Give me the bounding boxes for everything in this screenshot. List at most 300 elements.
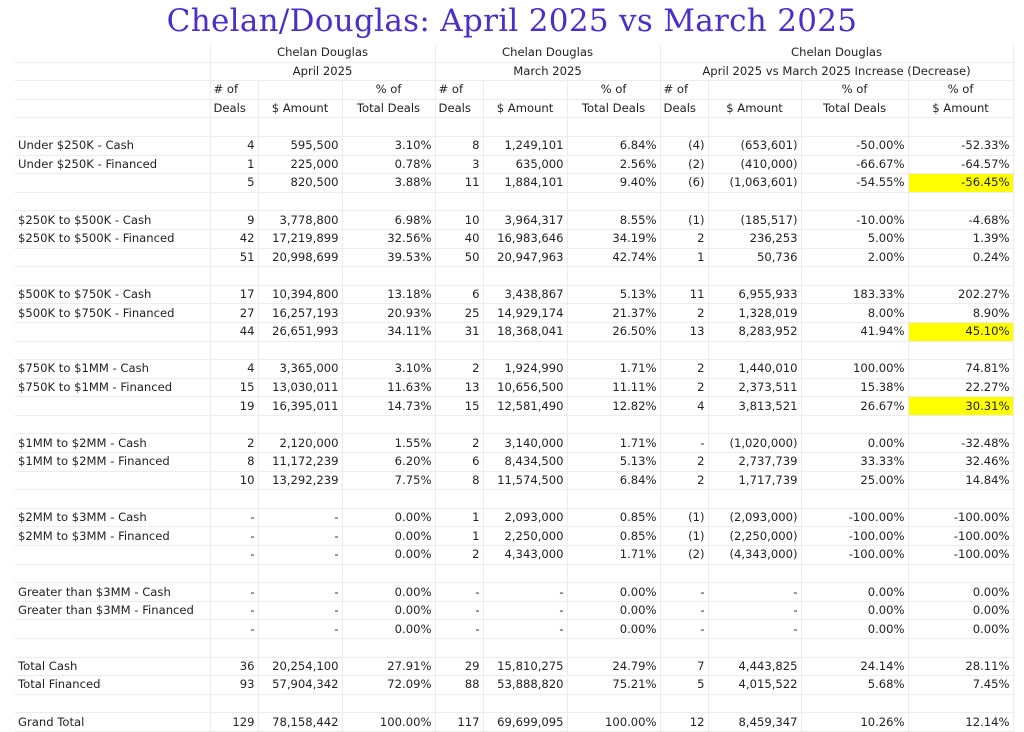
table-cell (210, 415, 258, 434)
table-cell: 1,440,010 (708, 360, 801, 379)
table-cell (567, 694, 660, 713)
table-row (15, 378, 1013, 397)
table-body (15, 118, 1013, 732)
table-cell (342, 639, 435, 658)
row-label: Under $250K - Financed (15, 155, 210, 174)
group-header-row-1 (15, 44, 1013, 62)
table-cell: 39.53% (342, 248, 435, 267)
table-cell: 12 (660, 713, 708, 732)
group-subheader-change: April 2025 vs March 2025 Increase (Decrease) (660, 62, 1013, 81)
table-cell (258, 694, 342, 713)
table-cell: (2,250,000) (708, 527, 801, 546)
table-cell: - (210, 508, 258, 527)
table-cell: 1.55% (342, 434, 435, 453)
col-header: % of (342, 81, 435, 100)
table-row (15, 136, 1013, 155)
row-label: Greater than $3MM - Financed (15, 601, 210, 620)
table-cell: 3,778,800 (258, 211, 342, 230)
table-row (15, 304, 1013, 323)
table-cell: 0.00% (342, 546, 435, 565)
table-cell (908, 192, 1013, 211)
table-cell (210, 694, 258, 713)
table-cell: 20,254,100 (258, 657, 342, 676)
table-cell: -100.00% (908, 527, 1013, 546)
table-cell: 33.33% (801, 453, 908, 472)
table-cell: 0.85% (567, 527, 660, 546)
table-cell (258, 564, 342, 583)
table-cell (660, 415, 708, 434)
table-cell (708, 639, 801, 658)
table-cell: - (210, 601, 258, 620)
table-cell: 41.94% (801, 322, 908, 341)
table-cell: 13,030,011 (258, 378, 342, 397)
table-cell: - (435, 583, 483, 602)
table-cell: 6.84% (567, 471, 660, 490)
table-cell: (2,093,000) (708, 508, 801, 527)
table-cell: 236,253 (708, 229, 801, 248)
table-cell: 14.84% (908, 471, 1013, 490)
table-cell (567, 490, 660, 509)
table-cell: 1 (210, 155, 258, 174)
table-cell: -100.00% (801, 527, 908, 546)
table-cell: 2 (660, 378, 708, 397)
table-row (15, 285, 1013, 304)
table-cell: 45.10% (908, 322, 1013, 341)
table-cell: 11 (660, 285, 708, 304)
row-label (15, 341, 210, 360)
table-cell: 100.00% (567, 713, 660, 732)
table-cell: 1,884,101 (483, 174, 567, 193)
spacer-row (15, 564, 1013, 583)
table-cell: 40 (435, 229, 483, 248)
table-cell: (6) (660, 174, 708, 193)
table-cell (435, 490, 483, 509)
table-cell: (4,343,000) (708, 546, 801, 565)
table-cell: - (210, 546, 258, 565)
table-cell: 5.68% (801, 676, 908, 695)
table-cell (660, 490, 708, 509)
table-cell: 8 (435, 136, 483, 155)
table-cell: -54.55% (801, 174, 908, 193)
table-cell (483, 490, 567, 509)
table-cell: 2 (435, 546, 483, 565)
row-label (15, 490, 210, 509)
table-cell: - (258, 546, 342, 565)
table-cell: 8.55% (567, 211, 660, 230)
table-cell: 2,737,739 (708, 453, 801, 472)
table-cell: - (258, 527, 342, 546)
table-cell (708, 490, 801, 509)
col-header: Deals (660, 99, 708, 118)
table-cell (210, 490, 258, 509)
table-cell (435, 118, 483, 137)
table-cell: - (258, 508, 342, 527)
table-cell: 0.00% (801, 620, 908, 639)
table-row (15, 155, 1013, 174)
table-cell: 42 (210, 229, 258, 248)
col-header: $ Amount (908, 99, 1013, 118)
table-cell: 5 (660, 676, 708, 695)
table-cell: 3.88% (342, 174, 435, 193)
table-cell: 6.20% (342, 453, 435, 472)
table-cell: 10 (435, 211, 483, 230)
table-cell: - (258, 601, 342, 620)
table-cell: 20.93% (342, 304, 435, 323)
table-cell: 3,964,317 (483, 211, 567, 230)
col-header: Total Deals (801, 99, 908, 118)
table-cell: 11.63% (342, 378, 435, 397)
table-cell: 29 (435, 657, 483, 676)
table-cell (342, 564, 435, 583)
table-cell: 26,651,993 (258, 322, 342, 341)
table-cell: 2.00% (801, 248, 908, 267)
col-header: Total Deals (342, 99, 435, 118)
table-cell: 15 (210, 378, 258, 397)
table-cell: 4,343,000 (483, 546, 567, 565)
table-cell: 117 (435, 713, 483, 732)
table-row (15, 527, 1013, 546)
table-cell (435, 341, 483, 360)
table-cell: 16,983,646 (483, 229, 567, 248)
table-cell: -56.45% (908, 174, 1013, 193)
table-cell: 8 (210, 453, 258, 472)
subtotal-row (15, 248, 1013, 267)
table-cell: (653,601) (708, 136, 801, 155)
table-cell: 0.24% (908, 248, 1013, 267)
table-cell: 0.00% (342, 601, 435, 620)
table-cell: 1 (435, 508, 483, 527)
table-cell (708, 415, 801, 434)
table-cell: 88 (435, 676, 483, 695)
table-cell: 2 (660, 229, 708, 248)
table-cell: 0.00% (801, 434, 908, 453)
table-cell (908, 564, 1013, 583)
table-cell: 27 (210, 304, 258, 323)
row-label (15, 174, 210, 193)
table-cell: 4,443,825 (708, 657, 801, 676)
table-cell: 17 (210, 285, 258, 304)
table-cell: 0.00% (567, 583, 660, 602)
table-cell: 0.00% (908, 601, 1013, 620)
table-cell: 51 (210, 248, 258, 267)
table-cell (567, 564, 660, 583)
table-cell: 69,699,095 (483, 713, 567, 732)
table-cell: 16,257,193 (258, 304, 342, 323)
table-cell: 1,717,739 (708, 471, 801, 490)
table-cell: 22.27% (908, 378, 1013, 397)
table-cell (567, 341, 660, 360)
table-cell (210, 341, 258, 360)
table-cell: 0.00% (908, 620, 1013, 639)
row-label: $750K to $1MM - Financed (15, 378, 210, 397)
table-cell: 13 (435, 378, 483, 397)
table-cell: - (435, 601, 483, 620)
table-cell (483, 415, 567, 434)
table-cell (258, 490, 342, 509)
table-cell: 225,000 (258, 155, 342, 174)
col-header: # of (210, 81, 258, 100)
table-cell: 2,250,000 (483, 527, 567, 546)
table-cell: 2 (660, 471, 708, 490)
table-cell (660, 564, 708, 583)
table-cell (567, 192, 660, 211)
table-cell: 8.00% (801, 304, 908, 323)
table-cell: (2) (660, 155, 708, 174)
table-cell (708, 341, 801, 360)
table-cell (258, 639, 342, 658)
subtotal-row (15, 322, 1013, 341)
table-cell: 183.33% (801, 285, 908, 304)
table-cell: 26.50% (567, 322, 660, 341)
table-cell: 44 (210, 322, 258, 341)
subtotal-row (15, 620, 1013, 639)
row-label (15, 546, 210, 565)
table-cell (435, 267, 483, 286)
table-cell (342, 341, 435, 360)
table-cell: 5.13% (567, 285, 660, 304)
table-cell: 6.98% (342, 211, 435, 230)
subtotal-row (15, 397, 1013, 416)
table-cell: 6 (435, 285, 483, 304)
table-cell: 5.00% (801, 229, 908, 248)
table-cell: -10.00% (801, 211, 908, 230)
spacer-row (15, 490, 1013, 509)
col-header (708, 81, 801, 100)
table-cell: 6 (435, 453, 483, 472)
table-cell: -52.33% (908, 136, 1013, 155)
table-cell: 6.84% (567, 136, 660, 155)
table-cell: - (258, 583, 342, 602)
table-cell: 14.73% (342, 397, 435, 416)
table-cell: 6,955,933 (708, 285, 801, 304)
table-cell: 4 (210, 360, 258, 379)
table-cell: 11,574,500 (483, 471, 567, 490)
table-cell: - (258, 620, 342, 639)
table-cell: 57,904,342 (258, 676, 342, 695)
table-cell (210, 267, 258, 286)
table-cell: 24.14% (801, 657, 908, 676)
table-cell: - (483, 601, 567, 620)
table-cell: (1) (660, 527, 708, 546)
table-cell: 2 (435, 434, 483, 453)
table-cell: 635,000 (483, 155, 567, 174)
table-cell (258, 118, 342, 137)
table-cell (258, 415, 342, 434)
table-cell (801, 564, 908, 583)
table-cell (483, 192, 567, 211)
table-cell (801, 415, 908, 434)
table-cell: 3,140,000 (483, 434, 567, 453)
table-cell (708, 267, 801, 286)
table-cell: 32.46% (908, 453, 1013, 472)
table-cell: 9.40% (567, 174, 660, 193)
table-cell: (1,063,601) (708, 174, 801, 193)
table-cell (567, 118, 660, 137)
table-cell (660, 341, 708, 360)
table-cell: - (210, 527, 258, 546)
table-cell: 26.67% (801, 397, 908, 416)
table-cell: 4 (210, 136, 258, 155)
table-cell: (410,000) (708, 155, 801, 174)
table-cell (660, 118, 708, 137)
table-cell: (1,020,000) (708, 434, 801, 453)
row-label: $2MM to $3MM - Financed (15, 527, 210, 546)
table-cell: 50 (435, 248, 483, 267)
group-header-row-2 (15, 62, 1013, 81)
table-cell: 0.00% (567, 620, 660, 639)
table-cell: 4 (660, 397, 708, 416)
group-subheader-april: April 2025 (210, 62, 435, 81)
table-cell (258, 267, 342, 286)
table-cell: 595,500 (258, 136, 342, 155)
table-cell: 25 (435, 304, 483, 323)
spacer-row (15, 341, 1013, 360)
table-cell: 4,015,522 (708, 676, 801, 695)
row-label (15, 620, 210, 639)
table-cell: - (483, 620, 567, 639)
table-cell: 25.00% (801, 471, 908, 490)
table-cell: -4.68% (908, 211, 1013, 230)
table-cell (801, 639, 908, 658)
table-cell: 12.14% (908, 713, 1013, 732)
table-cell: (1) (660, 508, 708, 527)
table-cell (483, 267, 567, 286)
table-cell: 202.27% (908, 285, 1013, 304)
table-cell: 0.78% (342, 155, 435, 174)
table-cell: 3 (435, 155, 483, 174)
table-cell (801, 118, 908, 137)
table-cell: (4) (660, 136, 708, 155)
table-cell (908, 118, 1013, 137)
table-cell: 10.26% (801, 713, 908, 732)
table-cell: -100.00% (801, 546, 908, 565)
table-row (15, 676, 1013, 695)
table-cell: 34.19% (567, 229, 660, 248)
table-cell: - (210, 620, 258, 639)
table-cell: 31 (435, 322, 483, 341)
table-cell: 18,368,041 (483, 322, 567, 341)
table-cell: 8.90% (908, 304, 1013, 323)
col-header: % of (908, 81, 1013, 100)
group-subheader-march: March 2025 (435, 62, 660, 81)
table-cell: (185,517) (708, 211, 801, 230)
table-cell: 34.11% (342, 322, 435, 341)
col-header: # of (435, 81, 483, 100)
table-cell: 3,813,521 (708, 397, 801, 416)
table-row (15, 434, 1013, 453)
table-cell: 0.00% (801, 583, 908, 602)
row-label (15, 564, 210, 583)
table-cell: 2 (210, 434, 258, 453)
table-cell (342, 192, 435, 211)
table-cell (908, 341, 1013, 360)
table-cell: - (708, 583, 801, 602)
table-cell: 27.91% (342, 657, 435, 676)
table-cell: 13,292,239 (258, 471, 342, 490)
table-row (15, 229, 1013, 248)
table-cell (801, 192, 908, 211)
table-cell (342, 490, 435, 509)
column-header-row-2 (15, 99, 1013, 118)
column-header-row-1 (15, 81, 1013, 100)
table-cell: 15,810,275 (483, 657, 567, 676)
table-cell: 20,947,963 (483, 248, 567, 267)
table-row (15, 211, 1013, 230)
table-cell: -32.48% (908, 434, 1013, 453)
grand-total-row (15, 713, 1013, 732)
table-cell: 7.45% (908, 676, 1013, 695)
subtotal-row (15, 174, 1013, 193)
table-cell (567, 267, 660, 286)
group-header-march: Chelan Douglas (435, 44, 660, 62)
row-label (15, 694, 210, 713)
row-label: $1MM to $2MM - Financed (15, 453, 210, 472)
spacer-row (15, 694, 1013, 713)
table-cell: 0.00% (342, 508, 435, 527)
table-cell: 2 (660, 360, 708, 379)
table-cell: -50.00% (801, 136, 908, 155)
col-header: Total Deals (567, 99, 660, 118)
table-cell: - (435, 620, 483, 639)
page-title: Chelan/Douglas: April 2025 vs March 2025 (166, 3, 858, 39)
table-cell: 53,888,820 (483, 676, 567, 695)
table-cell: 8 (435, 471, 483, 490)
table-cell: 9 (210, 211, 258, 230)
table-cell (258, 341, 342, 360)
table-cell (801, 267, 908, 286)
table-cell (435, 415, 483, 434)
table-cell: 28.11% (908, 657, 1013, 676)
table-cell: 8,283,952 (708, 322, 801, 341)
table-cell: 1.39% (908, 229, 1013, 248)
table-cell: 21.37% (567, 304, 660, 323)
table-cell: 1.71% (567, 546, 660, 565)
table-cell: - (708, 601, 801, 620)
table-cell (342, 694, 435, 713)
table-row (15, 657, 1013, 676)
col-header: Deals (210, 99, 258, 118)
row-label: $500K to $750K - Cash (15, 285, 210, 304)
table-cell: 1,249,101 (483, 136, 567, 155)
table-cell: 1,924,990 (483, 360, 567, 379)
table-cell: - (483, 583, 567, 602)
table-cell: 0.00% (342, 583, 435, 602)
table-cell: 10 (210, 471, 258, 490)
table-cell (660, 694, 708, 713)
row-label (15, 118, 210, 137)
row-label: $1MM to $2MM - Cash (15, 434, 210, 453)
table-cell (483, 639, 567, 658)
table-cell: - (708, 620, 801, 639)
group-header-change: Chelan Douglas (660, 44, 1013, 62)
table-cell: 8,434,500 (483, 453, 567, 472)
table-cell: 74.81% (908, 360, 1013, 379)
table-cell: 13.18% (342, 285, 435, 304)
table-cell (483, 118, 567, 137)
row-label: Grand Total (15, 713, 210, 732)
table-cell (801, 341, 908, 360)
table-cell (435, 639, 483, 658)
table-cell: 5 (210, 174, 258, 193)
table-cell (567, 639, 660, 658)
table-cell (708, 694, 801, 713)
table-cell (483, 564, 567, 583)
row-label (15, 267, 210, 286)
table-cell: 1 (435, 527, 483, 546)
table-cell: 8,459,347 (708, 713, 801, 732)
table-cell: 2,120,000 (258, 434, 342, 453)
table-cell: 14,929,174 (483, 304, 567, 323)
